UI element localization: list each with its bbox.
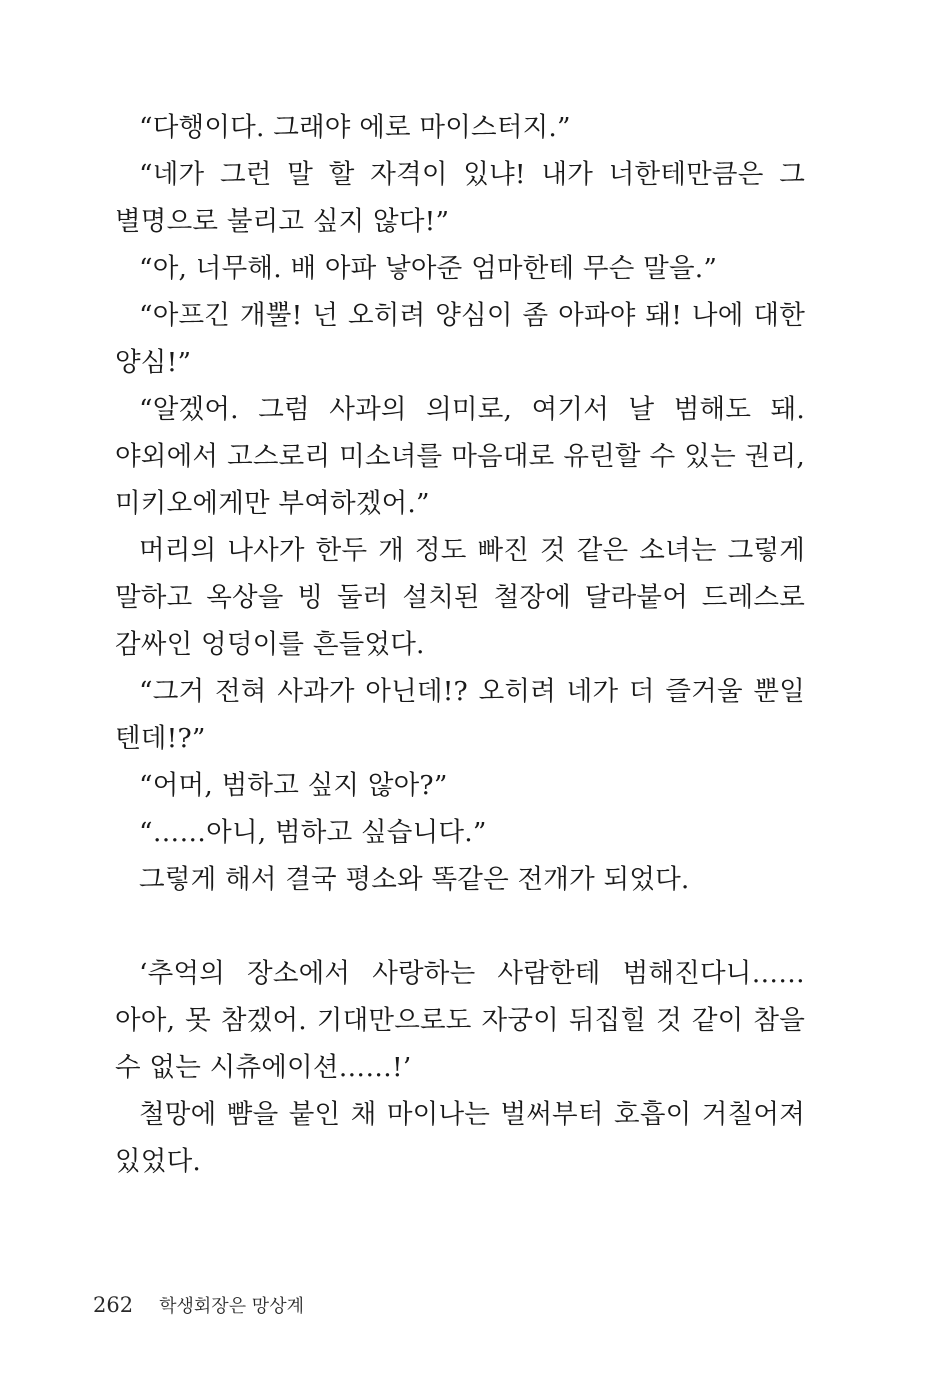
section-break: [115, 903, 805, 950]
paragraph: “어머, 범하고 싶지 않아?”: [139, 770, 448, 801]
paragraph: ‘추억의 장소에서 사랑하는 사람한테 범해진다니…… 아아, 못 참겠어. 기대만으로도 자궁이 뒤집힐 것 같이 참을 수 없는 시츄에이션……!’: [115, 958, 805, 1083]
body-text: [115, 104, 805, 1185]
paragraph: 머리의 나사가 한두 개 정도 빠진 것 같은 소녀는 그렇게 말하고 옥상을 빙 둘러 설치된 철장에 달라붙어 드레스로 감싸인 엉덩이를 흔들었다.: [115, 535, 805, 660]
paragraph: “그거 전혀 사과가 아닌데!? 오히려 네가 더 즐거울 뿐일 텐데!?”: [115, 676, 805, 754]
paragraph: “네가 그런 말 할 자격이 있냐! 내가 너한테만큼은 그 별명으로 불리고 싶지 않다!”: [115, 159, 805, 237]
paragraph: “아프긴 개뿔! 넌 오히려 양심이 좀 아파야 돼! 나에 대한 양심!”: [115, 300, 805, 378]
paragraph: 그렇게 해서 결국 평소와 똑같은 전개가 되었다.: [139, 864, 690, 895]
paragraph: “알겠어. 그럼 사과의 의미로, 여기서 날 범해도 돼. 야외에서 고스로리 미소녀를 마음대로 유린할 수 있는 권리, 미키오에게만 부여하겠어.”: [115, 394, 805, 519]
page-number: 262: [93, 1293, 134, 1317]
page-footer: [93, 1290, 304, 1322]
book-title: 학생회장은 망상계: [159, 1296, 304, 1317]
paragraph: “아, 너무해. 배 아파 낳아준 엄마한테 무슨 말을.”: [139, 253, 718, 284]
paragraph: 철망에 뺨을 붙인 채 마이나는 벌써부터 호흡이 거칠어져 있었다.: [115, 1099, 805, 1177]
paragraph: “……아니, 범하고 싶습니다.”: [139, 817, 487, 848]
paragraph: “다행이다. 그래야 에로 마이스터지.”: [139, 112, 571, 143]
